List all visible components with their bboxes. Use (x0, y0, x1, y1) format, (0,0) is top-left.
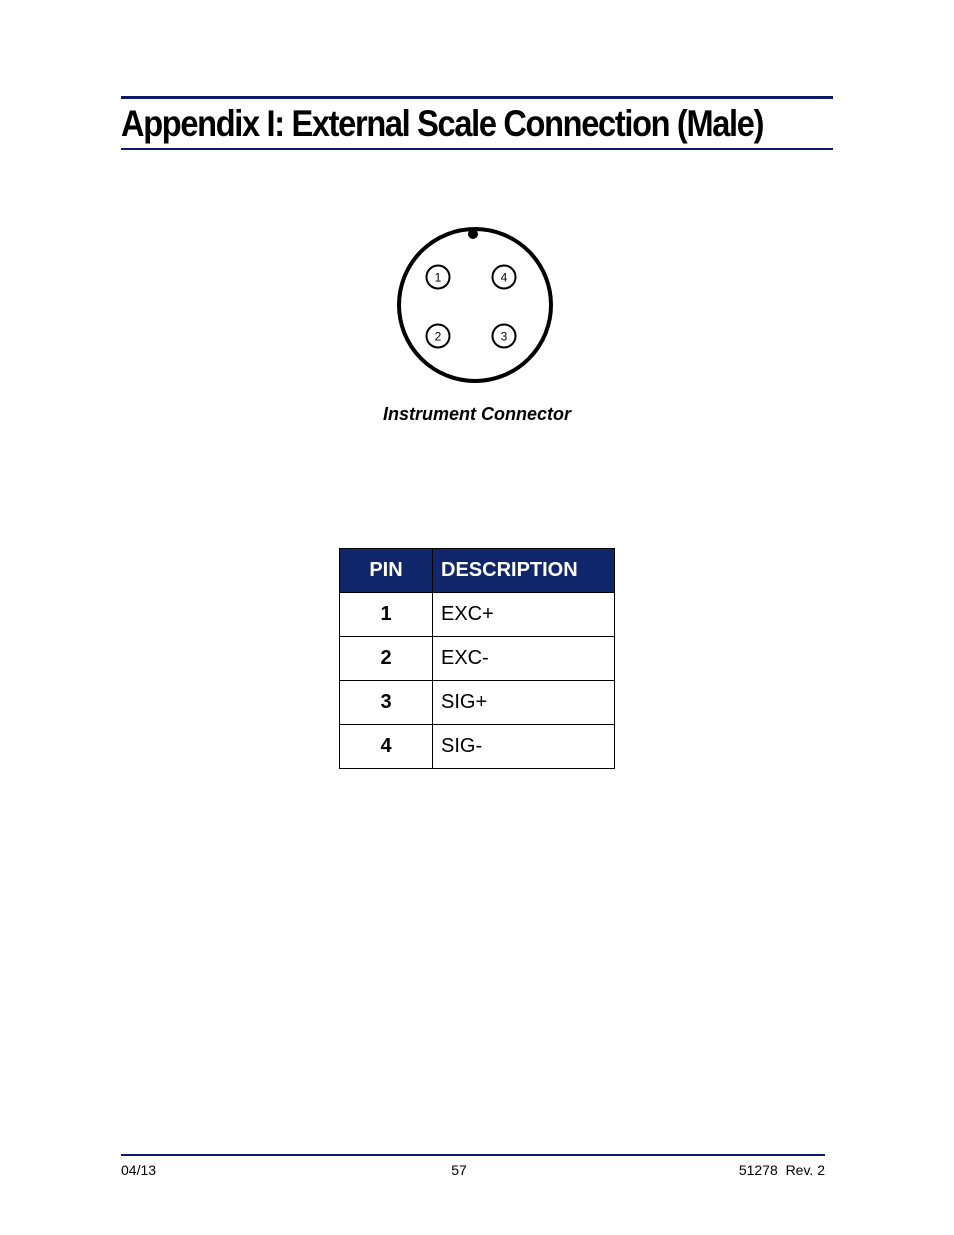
pin-cell: 4 (340, 725, 433, 769)
pin-4-label: 4 (500, 270, 508, 285)
figure-caption: Instrument Connector (382, 404, 571, 424)
description-cell: SIG+ (433, 681, 615, 725)
table-row (340, 593, 615, 637)
pin-1 (427, 266, 450, 289)
title-rule-top (121, 96, 833, 99)
connector-diagram (390, 222, 560, 392)
pin-3 (493, 325, 516, 348)
pin-3-label: 3 (500, 329, 508, 344)
table-row (340, 681, 615, 725)
footer-date: 04/13 (121, 1162, 157, 1178)
footer-rule (121, 1154, 825, 1156)
table-row (340, 637, 615, 681)
table-row (340, 725, 615, 769)
description-cell: SIG- (433, 725, 615, 769)
pin-table (339, 548, 615, 769)
pin-cell: 3 (340, 681, 433, 725)
description-cell: EXC+ (433, 593, 615, 637)
pin-cell: 1 (340, 593, 433, 637)
footer-doc-revision: 51278 Rev. 2 (738, 1162, 825, 1178)
connector-key-dot (468, 229, 478, 239)
column-header-pin: PIN (340, 549, 433, 593)
table-header-row (340, 549, 615, 593)
pin-1-label: 1 (434, 270, 442, 285)
column-header-description: DESCRIPTION (433, 549, 615, 593)
pin-2-label: 2 (434, 329, 442, 344)
description-cell: EXC- (433, 637, 615, 681)
connector-outline (399, 229, 551, 381)
title-rule-bottom (121, 148, 833, 150)
footer-page-number: 57 (451, 1162, 467, 1178)
page-title: Appendix I: External Scale Connection (Male) (121, 103, 764, 144)
pin-2 (427, 325, 450, 348)
pin-cell: 2 (340, 637, 433, 681)
pin-4 (493, 266, 516, 289)
